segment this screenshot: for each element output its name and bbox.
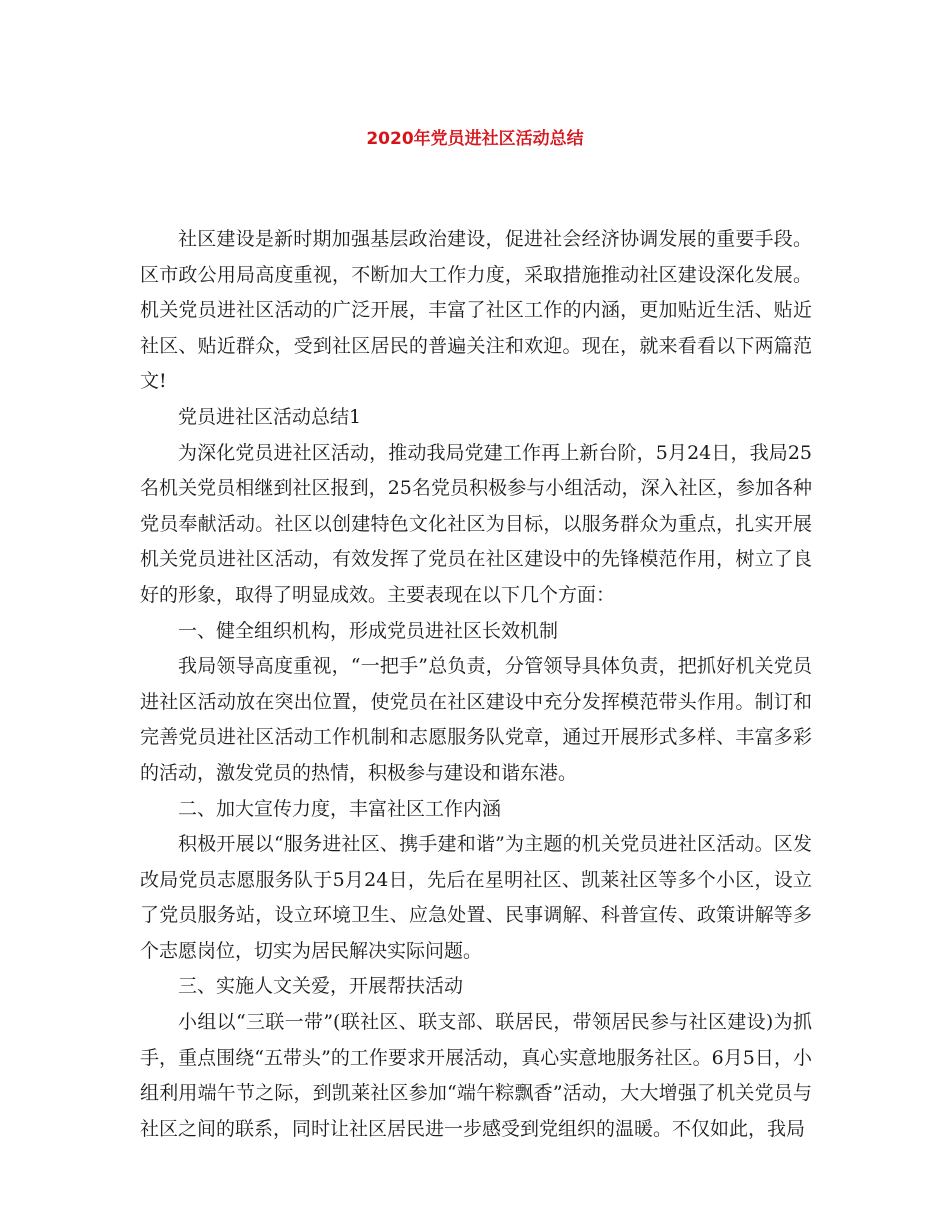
document-body bbox=[140, 222, 812, 1147]
paragraph-intro: 社区建设是新时期加强基层政治建设，促进社会经济协调发展的重要手段。区市政公用局高度重视，不断加大工作力度，采取措施推动社区建设深化发展。机关党员进社区活动的广泛开展，丰富了社区工作的内涵，更加贴近生活、贴近社区、贴近群众，受到社区居民的普遍关注和欢迎。现在，就来看看以下两篇范文! bbox=[140, 228, 812, 393]
paragraph-summary-1-intro: 为深化党员进社区活动，推动我局党建工作再上新台阶，5月24日，我局25名机关党员相继到社区报到，25名党员积极参与小组活动，深入社区，参加各种党员奉献活动。社区以创建特色文化社区为目标，以服务群众为重点，扎实开展机关党员进社区活动，有效发挥了党员在社区建设中的先锋模范作用，树立了良好的形象，取得了明显成效。主要表现在以下几个方面： bbox=[140, 441, 812, 606]
section-heading-1: 一、健全组织机构，形成党员进社区长效机制 bbox=[178, 619, 559, 642]
section-heading-2: 二、加大宣传力度，丰富社区工作内涵 bbox=[178, 797, 502, 820]
paragraph-section-2: 积极开展以“服务进社区、携手建和谐”为主题的机关党员进社区活动。区发改局党员志愿服务队于5月24日，先后在星明社区、凯莱社区等多个小区，设立了党员服务站，设立环境卫生、应急处置、民事调解、科普宣传、政策讲解等多个志愿岗位，切实为居民解决实际问题。 bbox=[140, 833, 812, 962]
section-heading-summary-1: 党员进社区活动总结1 bbox=[178, 405, 362, 428]
section-heading-3: 三、实施人文关爱，开展帮扶活动 bbox=[178, 975, 464, 998]
document-title: 2020年党员进社区活动总结 bbox=[366, 129, 584, 149]
paragraph-section-1: 我局领导高度重视，“一把手”总负责，分管领导具体负责，把抓好机关党员进社区活动放在突出位置，使党员在社区建设中充分发挥模范带头作用。制订和完善党员进社区活动工作机制和志愿服务队党章，通过开展形式多样、丰富多彩的活动，激发党员的热情，积极参与建设和谐东港。 bbox=[140, 655, 812, 784]
paragraph-section-3: 小组以“三联一带”(联社区、联支部、联居民，带领居民参与社区建设)为抓手，重点围绕“五带头”的工作要求开展活动，真心实意地服务社区。6月5日，小组利用端午节之际，到凯莱社区参加“端午粽飘香”活动，大大增强了机关党员与社区之间的联系，同时让社区居民进一步感受到党组织的温暖。不仅如此，我局 bbox=[140, 1011, 812, 1140]
